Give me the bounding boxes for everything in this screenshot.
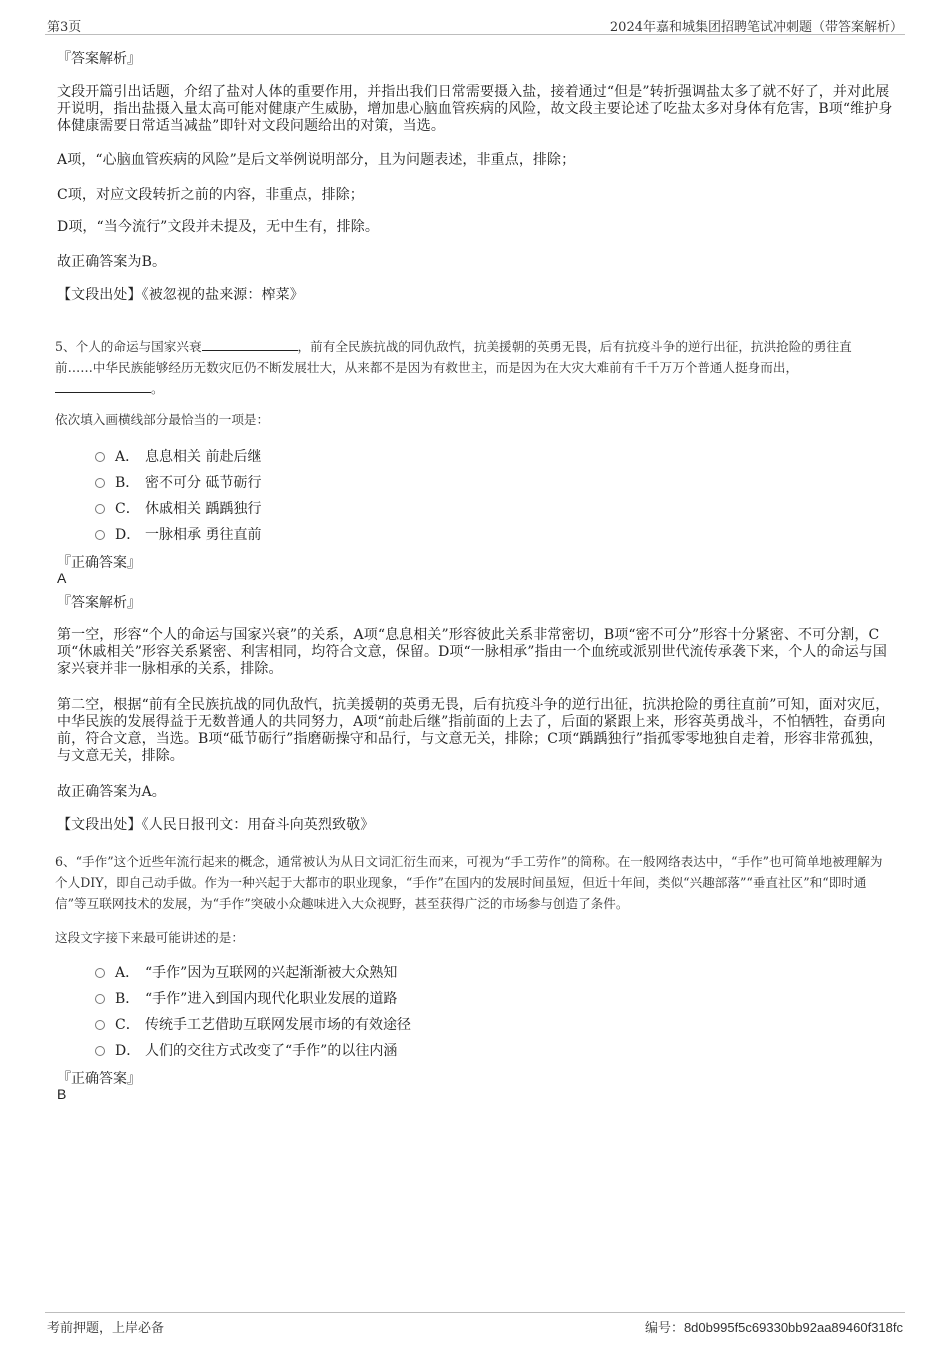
radio-icon[interactable] [95,504,105,514]
q5-conclusion: 故正确答案为A。 [57,784,166,800]
q5-analysis-label: 『答案解析』 [57,595,141,611]
footer-serial: 编号：8d0b995f5c69330bb92aa89460f318fc [644,1320,903,1335]
q4-source: 【文段出处】《被忽视的盐来源：榨菜》 [57,287,304,303]
q4-analysis-option-c: C项，对应文段转折之前的内容，非重点，排除； [57,187,364,203]
q5-answer-label: 『正确答案』 [57,555,141,571]
q4-analysis-label: 『答案解析』 [57,51,141,67]
q5-analysis-paragraph-1: 第一空，形容“个人的命运与国家兴衰”的关系，A项“息息相关”形容彼此关系非常密切，B项“密不可分”形容十分紧密、不可分割，C项“休戚相关”形容关系紧密、利害相同，均符合文意，保留。D项“一脉相承”指由一个血统或派别世代流传承袭下来，个人的命运与国家兴衰并非一脉相承的关系，排除。 [57,627,887,677]
radio-icon[interactable] [95,452,105,462]
q4-analysis-paragraph: 文段开篇引出话题，介绍了盐对人体的重要作用，并指出我们日常需要摄入盐，接着通过“但是”转折强调盐太多了就不好了，并对此展开说明，指出盐摄入量太高可能对健康产生威胁，增加患心脑血管疾病的风险，故文段主要论述了吃盐太多对身体有危害，B项“维护身体健康需要日常适当减盐”即针对文段问题给出的对策，当选。 [57,84,893,134]
q5-source: 【文段出处】《人民日报刊文：用奋斗向英烈致敬》 [57,817,375,833]
q5-blank-2 [55,380,151,393]
footer-slogan: 考前押题，上岸必备 [47,1321,165,1336]
document-title: 2024年嘉和城集团招聘笔试冲刺题（带答案解析） [609,20,903,35]
q4-analysis-option-d: D项，“当今流行”文段并未提及，无中生有，排除。 [57,219,379,235]
q4-analysis-option-a: A项，“心脑血管疾病的风险”是后文举例说明部分，且为问题表述，非重点，排除； [57,152,576,168]
radio-icon[interactable] [95,1046,105,1056]
radio-icon[interactable] [95,994,105,1004]
q6-question: 这段文字接下来最可能讲述的是： [55,930,244,945]
q5-question: 依次填入画横线部分最恰当的一项是： [55,412,270,427]
page-number: 第3页 [47,20,82,35]
q5-stem: 5、个人的命运与国家兴衰 ，前有全民族抗战的同仇敌忾，抗美援朝的英勇无畏，后有抗疫斗争的逆行出征，抗洪抢险的勇往直前……中华民族能够经历无数灾厄仍不断发展壮大，从来都不是因为有救世主，而是因为在大灾大难前有千千万万个普通人挺身而出， 。 [55,339,852,396]
radio-icon[interactable] [95,968,105,978]
q5-answer: A [57,570,67,586]
radio-icon[interactable] [95,530,105,540]
page-header [45,14,905,35]
radio-icon[interactable] [95,1020,105,1030]
q5-blank-1 [202,338,298,351]
q6-stem: 6、“手作”这个近些年流行起来的概念，通常被认为从日文词汇衍生而来，可视为“手工劳作”的简称。在一般网络表达中，“手作”也可简单地被理解为个人DIY，即自己动手做。作为一种兴起于大都市的职业现象，“手作”在国内的发展时间虽短，但近十年间，类似“兴趣部落”“垂直社区”和“即时通信”等互联网技术的发展，为“手作”突破小众趣味进入大众视野，甚至获得广泛的市场参与创造了条件。 [55,854,883,911]
page-footer [45,1312,905,1337]
q6-answer-label: 『正确答案』 [57,1071,141,1087]
q5-analysis-paragraph-2: 第二空，根据“前有全民族抗战的同仇敌忾，抗美援朝的英勇无畏，后有抗疫斗争的逆行出征，抗洪抢险的勇往直前”可知，面对灾厄，中华民族的发展得益于无数普通人的共同努力，A项“前赴后继”指前面的上去了，后面的紧跟上来，形容英勇战斗，不怕牺牲，奋勇向前，符合文意，当选。B项“砥节砺行”指磨砺操守和品行，与文意无关，排除；C项“踽踽独行”指孤零零地独自走着，形容非常孤独，与文意无关，排除。 [57,697,890,764]
q4-conclusion: 故正确答案为B。 [57,254,167,270]
radio-icon[interactable] [95,478,105,488]
q6-answer: B [57,1086,67,1102]
